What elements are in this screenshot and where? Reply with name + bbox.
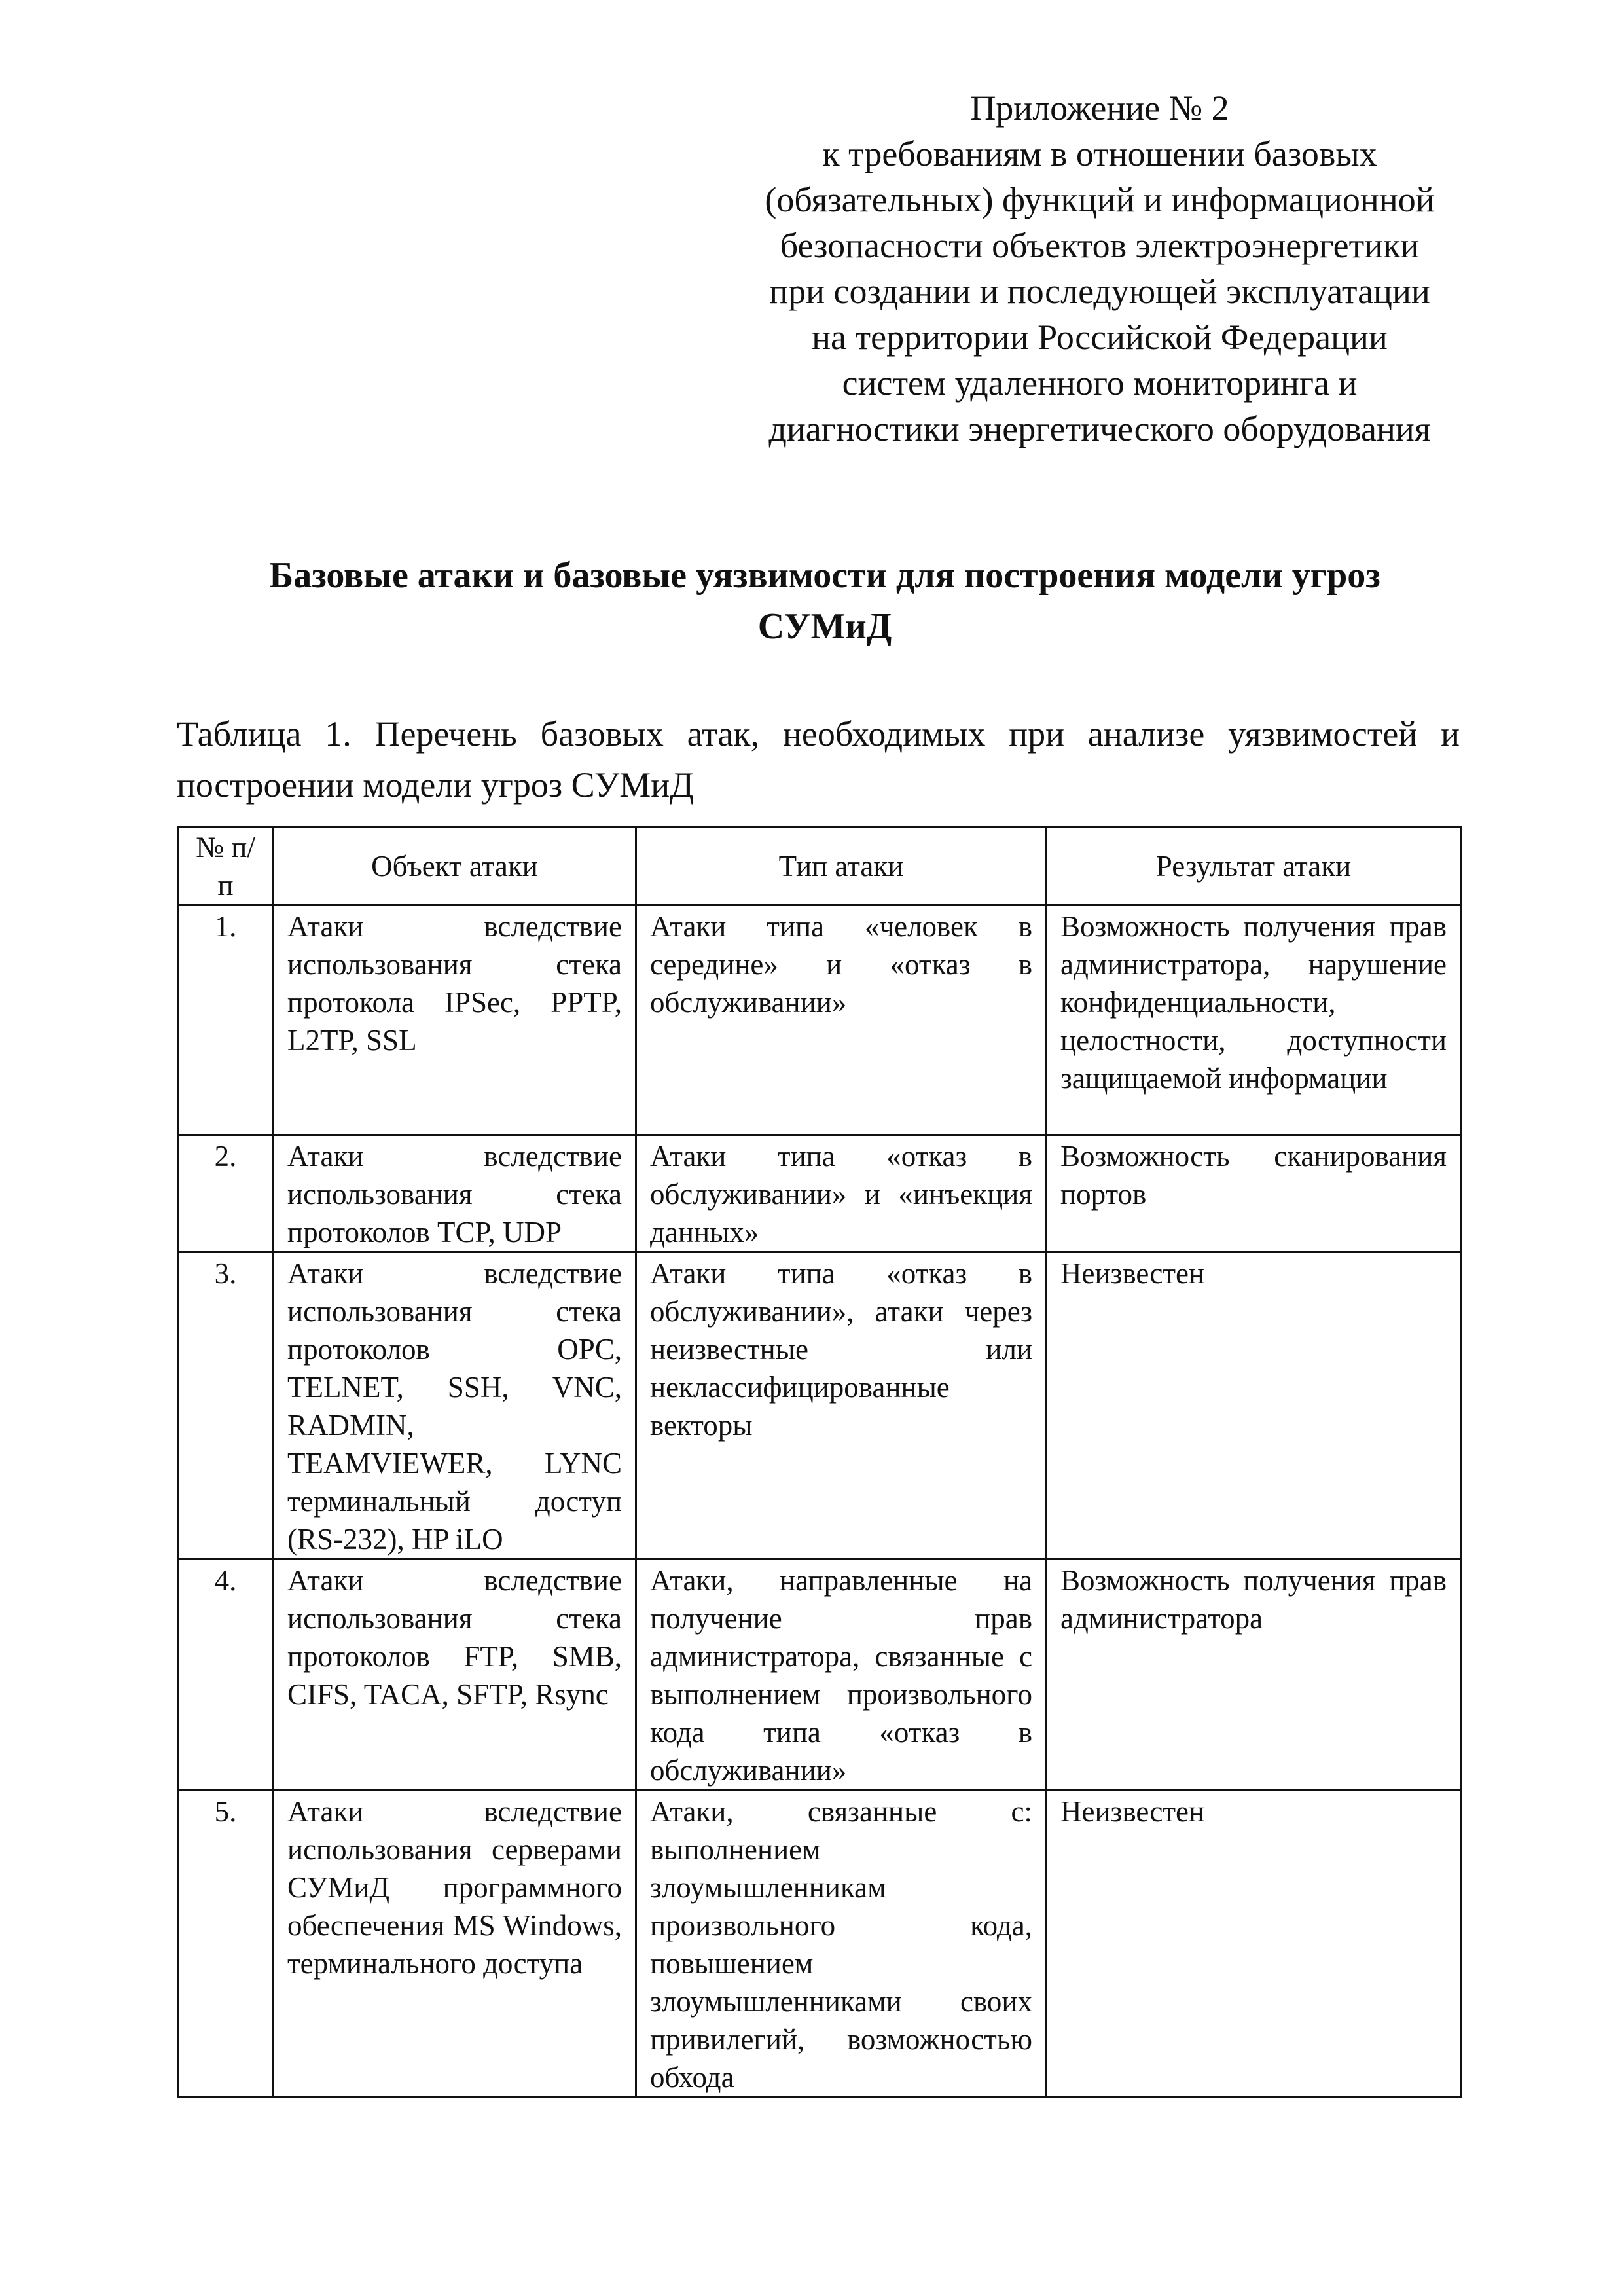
table-header-row [178,828,1461,905]
table-row [178,1791,1461,2098]
appendix-line: при создании и последующей эксплуатации [769,272,1430,311]
cell-num: 5. [178,1791,274,2098]
cell-num: 2. [178,1135,274,1252]
document-title [170,550,1479,652]
table-caption: Таблица 1. Перечень базовых атак, необходимых при анализе уязвимостей и построении модели угроз СУМиД [177,714,1460,805]
table-row [178,1559,1461,1791]
appendix-header [681,85,1519,452]
cell-object: Атаки вследствие использования стека протоколов TCP, UDP [274,1135,636,1252]
header-object: Объект атаки [274,828,636,905]
appendix-line: систем удаленного мониторинга и [842,363,1358,403]
table-row [178,1135,1461,1252]
cell-type: Атаки типа «отказ в обслуживании» и «инъекция данных» [636,1135,1047,1252]
appendix-line: Приложение № 2 [970,88,1229,128]
cell-object: Атаки вследствие использования стека протоколов FTP, SMB, CIFS, TACA, SFTP, Rsync [274,1559,636,1791]
title-line-1: Базовые атаки и базовые уязвимости для построения модели угроз [269,555,1380,596]
cell-object: Атаки вследствие использования серверами СУМиД программного обеспечения MS Windows, терминального доступа [274,1791,636,2098]
appendix-line: на территории Российской Федерации [812,318,1388,357]
cell-num: 3. [178,1252,274,1559]
cell-object: Атаки вследствие использования стека протокола IPSec, PPTP, L2TP, SSL [274,905,636,1135]
appendix-line: к требованиям в отношении базовых [822,134,1377,173]
appendix-line: безопасности объектов электроэнергетики [780,226,1420,265]
header-num: № п/п [178,828,274,905]
cell-type: Атаки, связанные с: выполнением злоумышленникам произвольного кода, повышением злоумышленниками своих привилегий, возможностью обхода [636,1791,1047,2098]
header-result: Результат атаки [1047,828,1461,905]
attacks-table [177,826,1462,2098]
cell-result: Неизвестен [1047,1791,1461,2098]
table-row [178,1252,1461,1559]
appendix-line: диагностики энергетического оборудования [768,409,1431,448]
title-line-2: СУМиД [757,606,892,647]
cell-result: Возможность получения прав администратора [1047,1559,1461,1791]
appendix-line: (обязательных) функций и информационной [765,180,1435,219]
cell-type: Атаки типа «отказ в обслуживании», атаки через неизвестные или неклассифицированные векторы [636,1252,1047,1559]
header-type: Тип атаки [636,828,1047,905]
cell-object: Атаки вследствие использования стека протоколов OPC, TELNET, SSH, VNC, RADMIN, TEAMVIEWER, LYNC терминальный доступ (RS-232), HP iLO [274,1252,636,1559]
cell-type: Атаки, направленные на получение прав администратора, связанные с выполнением произвольного кода типа «отказ в обслуживании» [636,1559,1047,1791]
cell-result: Неизвестен [1047,1252,1461,1559]
cell-num: 4. [178,1559,274,1791]
cell-type: Атаки типа «человек в середине» и «отказ в обслуживании» [636,905,1047,1135]
cell-num: 1. [178,905,274,1135]
table-row [178,905,1461,1135]
cell-result: Возможность получения прав администратора, нарушение конфиденциальности, целостности, доступности защищаемой информации [1047,905,1461,1135]
cell-result: Возможность сканирования портов [1047,1135,1461,1252]
